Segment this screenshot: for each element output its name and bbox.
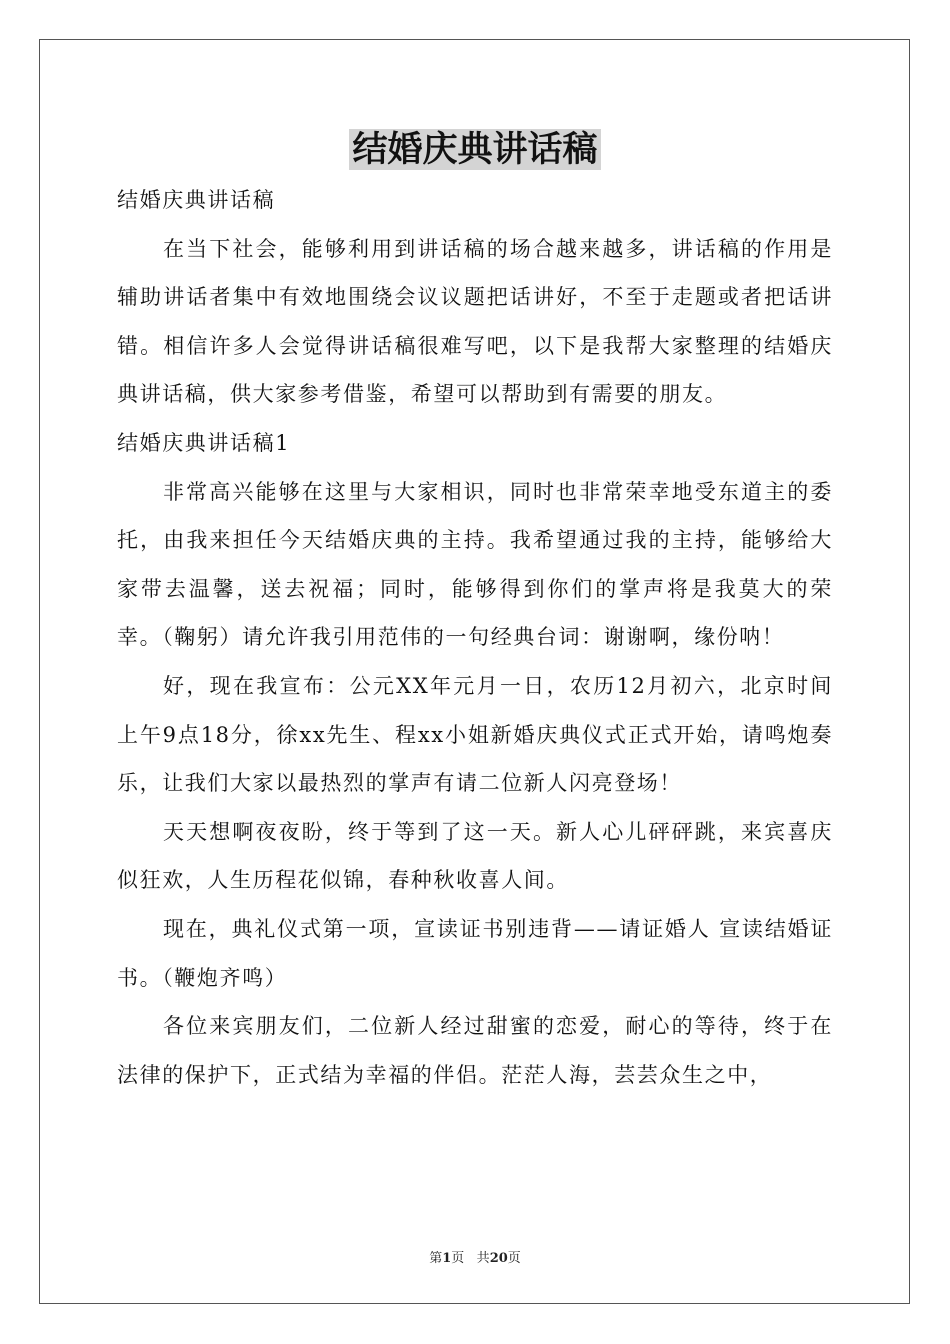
total-suffix: 页 [507, 1251, 521, 1266]
paragraph: 各位来宾朋友们，二位新人经过甜蜜的恋爱，耐心的等待，终于在法律的保护下，正式结为幸福的伴侣。茫茫人海，芸芸众生之中， [117, 1014, 833, 1087]
page-prefix: 第 [429, 1251, 443, 1266]
document-title-text: 结婚庆典讲话稿 [349, 129, 600, 170]
total-prefix: 共 [476, 1251, 490, 1266]
paragraph: 非常高兴能够在这里与大家相识，同时也非常荣幸地受东道主的委托，由我来担任今天结婚庆典的主持。我希望通过我的主持，能够给大家带去温馨，送去祝福；同时，能够得到你们的掌声将是我莫大的荣幸。（鞠躬）请允许我引用范伟的一句经典台词：谢谢啊，缘份呐！ [117, 479, 833, 650]
page-number: 1 [442, 1251, 452, 1266]
total-pages: 20 [489, 1251, 508, 1266]
paragraph: 好，现在我宣布：公元XX年元月一日，农历12月初六，北京时间上午9点18分，徐xx先生、程xx小姐新婚庆典仪式正式开始，请鸣炮奏乐，让我们大家以最热烈的掌声有请二位新人闪亮登场！ [117, 673, 833, 796]
paragraph: 天天想啊夜夜盼，终于等到了这一天。新人心儿砰砰跳，来宾喜庆似狂欢，人生历程花似锦，春种秋收喜人间。 [117, 819, 833, 893]
page-footer [0, 1247, 950, 1266]
document-title [0, 127, 950, 173]
paragraph: 结婚庆典讲话稿 [117, 188, 276, 212]
paragraph: 结婚庆典讲话稿1 [117, 430, 291, 455]
document-body [117, 176, 833, 1099]
paragraph: 在当下社会，能够利用到讲话稿的场合越来越多，讲话稿的作用是辅助讲话者集中有效地围绕会议议题把话讲好，不至于走题或者把话讲错。相信许多人会觉得讲话稿很难写吧，以下是我帮大家整理的结婚庆典讲话稿，供大家参考借鉴，希望可以帮助到有需要的朋友。 [117, 236, 833, 407]
page-suffix: 页 [451, 1251, 465, 1266]
paragraph: 现在，典礼仪式第一项，宣读证书别违背——请证婚人 宣读结婚证书。（鞭炮齐鸣） [117, 916, 833, 990]
